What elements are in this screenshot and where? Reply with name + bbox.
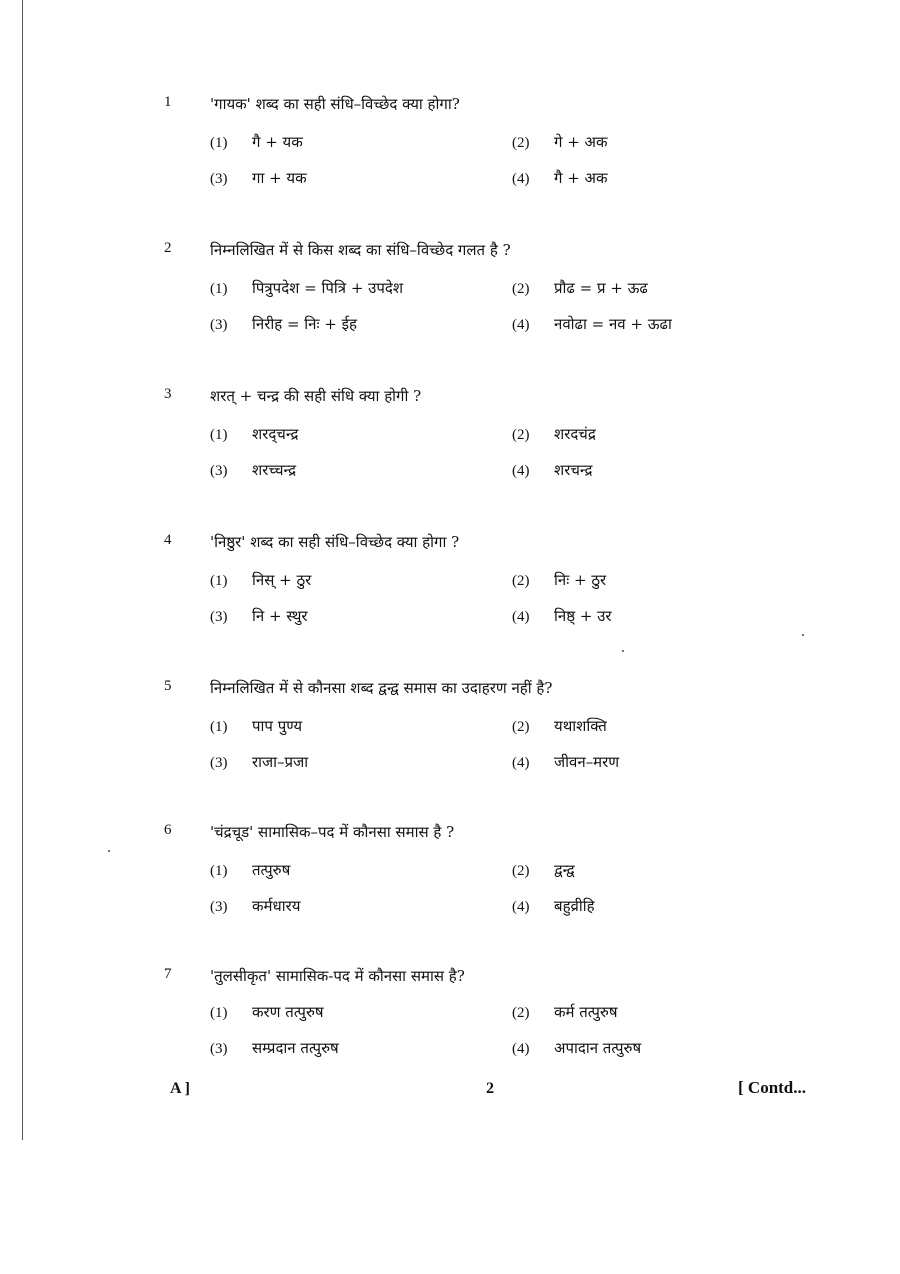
- question-text: 'गायक' शब्द का सही संधि–विच्छेद क्या होगा?: [210, 95, 460, 113]
- option-number: (2): [512, 573, 530, 589]
- option-number: (1): [210, 573, 228, 589]
- option-3: [210, 896, 300, 916]
- booklet-series: A ]: [170, 1080, 190, 1097]
- option-1: [210, 132, 303, 152]
- option-number: (4): [512, 609, 530, 625]
- option-text: गा + यक: [252, 169, 307, 187]
- option-text: पाप पुण्य: [252, 717, 303, 735]
- option-number: (3): [210, 317, 228, 333]
- option-number: (2): [512, 719, 530, 735]
- option-3: [210, 314, 357, 334]
- option-number: (1): [210, 427, 228, 443]
- option-text: गे + अक: [554, 133, 608, 151]
- question-text: शरत् + चन्द्र की सही संधि क्या होगी ?: [210, 387, 422, 405]
- option-number: (4): [512, 171, 530, 187]
- option-2: [512, 716, 607, 736]
- option-number: (3): [210, 899, 228, 915]
- option-number: (1): [210, 863, 228, 879]
- option-number: (2): [512, 281, 530, 297]
- option-text: शरदचंद्र: [554, 425, 596, 443]
- option-3: [210, 168, 307, 188]
- option-number: (3): [210, 609, 228, 625]
- option-number: (4): [512, 317, 530, 333]
- continued-label: [ Contd...: [738, 1078, 807, 1097]
- option-number: (4): [512, 1041, 530, 1057]
- option-1: [210, 570, 311, 590]
- page-number: 2: [486, 1080, 494, 1097]
- question-number: 6: [164, 822, 172, 838]
- option-number: (3): [210, 755, 228, 771]
- option-number: (2): [512, 863, 530, 879]
- option-text: कर्मधारय: [252, 897, 301, 915]
- option-text: निरीह = निः + ईह: [252, 315, 357, 333]
- option-2: [512, 860, 575, 880]
- question-number: 3: [164, 386, 172, 402]
- option-2: [512, 132, 608, 152]
- question-text: निम्नलिखित में से कौनसा शब्द द्वन्द्व समास का उदाहरण नहीं है?: [210, 679, 553, 697]
- option-text: सम्प्रदान तत्पुरुष: [252, 1039, 339, 1057]
- option-1: [210, 424, 298, 444]
- option-4: [512, 1038, 641, 1058]
- option-text: नवोढा = नव + ऊढा: [554, 315, 672, 333]
- option-2: [512, 1002, 618, 1022]
- option-text: यथाशक्ति: [554, 717, 607, 735]
- option-number: (1): [210, 1005, 228, 1021]
- question-number: 4: [164, 532, 172, 548]
- option-3: [210, 752, 308, 772]
- option-text: द्वन्द्व: [554, 861, 575, 879]
- option-text: निष्ठ् + उर: [554, 607, 612, 625]
- option-number: (2): [512, 1005, 530, 1021]
- question-text: 'तुलसीकृत' सामासिक-पद में कौनसा समास है?: [210, 967, 465, 985]
- option-text: अपादान तत्पुरुष: [554, 1039, 642, 1057]
- option-2: [512, 424, 596, 444]
- option-text: तत्पुरुष: [252, 861, 291, 879]
- option-text: नि + स्थुर: [252, 607, 308, 625]
- option-text: गै + यक: [252, 133, 303, 151]
- page-margin-line: [22, 0, 23, 1140]
- option-text: निस् + ठुर: [252, 571, 312, 589]
- question-text: 'निष्ठुर' शब्द का सही संधि–विच्छेद क्या होगा ?: [210, 533, 460, 551]
- option-1: [210, 716, 302, 736]
- option-text: शरचन्द्र: [554, 461, 593, 479]
- option-number: (2): [512, 427, 530, 443]
- option-text: कर्म तत्पुरुष: [554, 1003, 618, 1021]
- option-3: [210, 460, 296, 480]
- option-number: (3): [210, 171, 228, 187]
- scan-speck: [108, 850, 110, 852]
- option-4: [512, 460, 592, 480]
- option-number: (3): [210, 1041, 228, 1057]
- option-text: राजा–प्रजा: [252, 753, 309, 771]
- option-text: शरच्चन्द्र: [252, 461, 297, 479]
- option-4: [512, 168, 608, 188]
- option-number: (3): [210, 463, 228, 479]
- option-4: [512, 896, 595, 916]
- option-4: [512, 606, 612, 626]
- option-2: [512, 570, 606, 590]
- option-number: (1): [210, 719, 228, 735]
- option-text: बहुव्रीहि: [554, 897, 595, 915]
- option-4: [512, 752, 619, 772]
- question-number: 5: [164, 678, 172, 694]
- scan-speck: [802, 634, 804, 636]
- scan-speck: [622, 650, 624, 652]
- option-text: गै + अक: [554, 169, 608, 187]
- option-text: निः + ठुर: [554, 571, 607, 589]
- option-3: [210, 1038, 339, 1058]
- option-text: शरद्चन्द्र: [252, 425, 299, 443]
- option-text: करण तत्पुरुष: [252, 1003, 324, 1021]
- option-3: [210, 606, 308, 626]
- option-4: [512, 314, 672, 334]
- option-number: (4): [512, 755, 530, 771]
- option-number: (1): [210, 135, 228, 151]
- option-text: प्रौढ = प्र + ऊढ: [554, 279, 648, 297]
- option-number: (2): [512, 135, 530, 151]
- option-number: (4): [512, 463, 530, 479]
- option-number: (1): [210, 281, 228, 297]
- option-1: [210, 860, 290, 880]
- option-2: [512, 278, 648, 298]
- question-number: 2: [164, 240, 172, 256]
- option-1: [210, 278, 403, 298]
- question-number: 7: [164, 966, 172, 982]
- question-text: निम्नलिखित में से किस शब्द का संधि–विच्छेद गलत है ?: [210, 241, 511, 259]
- option-text: पित्रुपदेश = पित्रि + उपदेश: [252, 279, 404, 297]
- question-number: 1: [164, 94, 172, 110]
- option-1: [210, 1002, 324, 1022]
- option-text: जीवन–मरण: [554, 753, 620, 771]
- question-text: 'चंद्रचूड' सामासिक–पद में कौनसा समास है ?: [210, 823, 455, 841]
- option-number: (4): [512, 899, 530, 915]
